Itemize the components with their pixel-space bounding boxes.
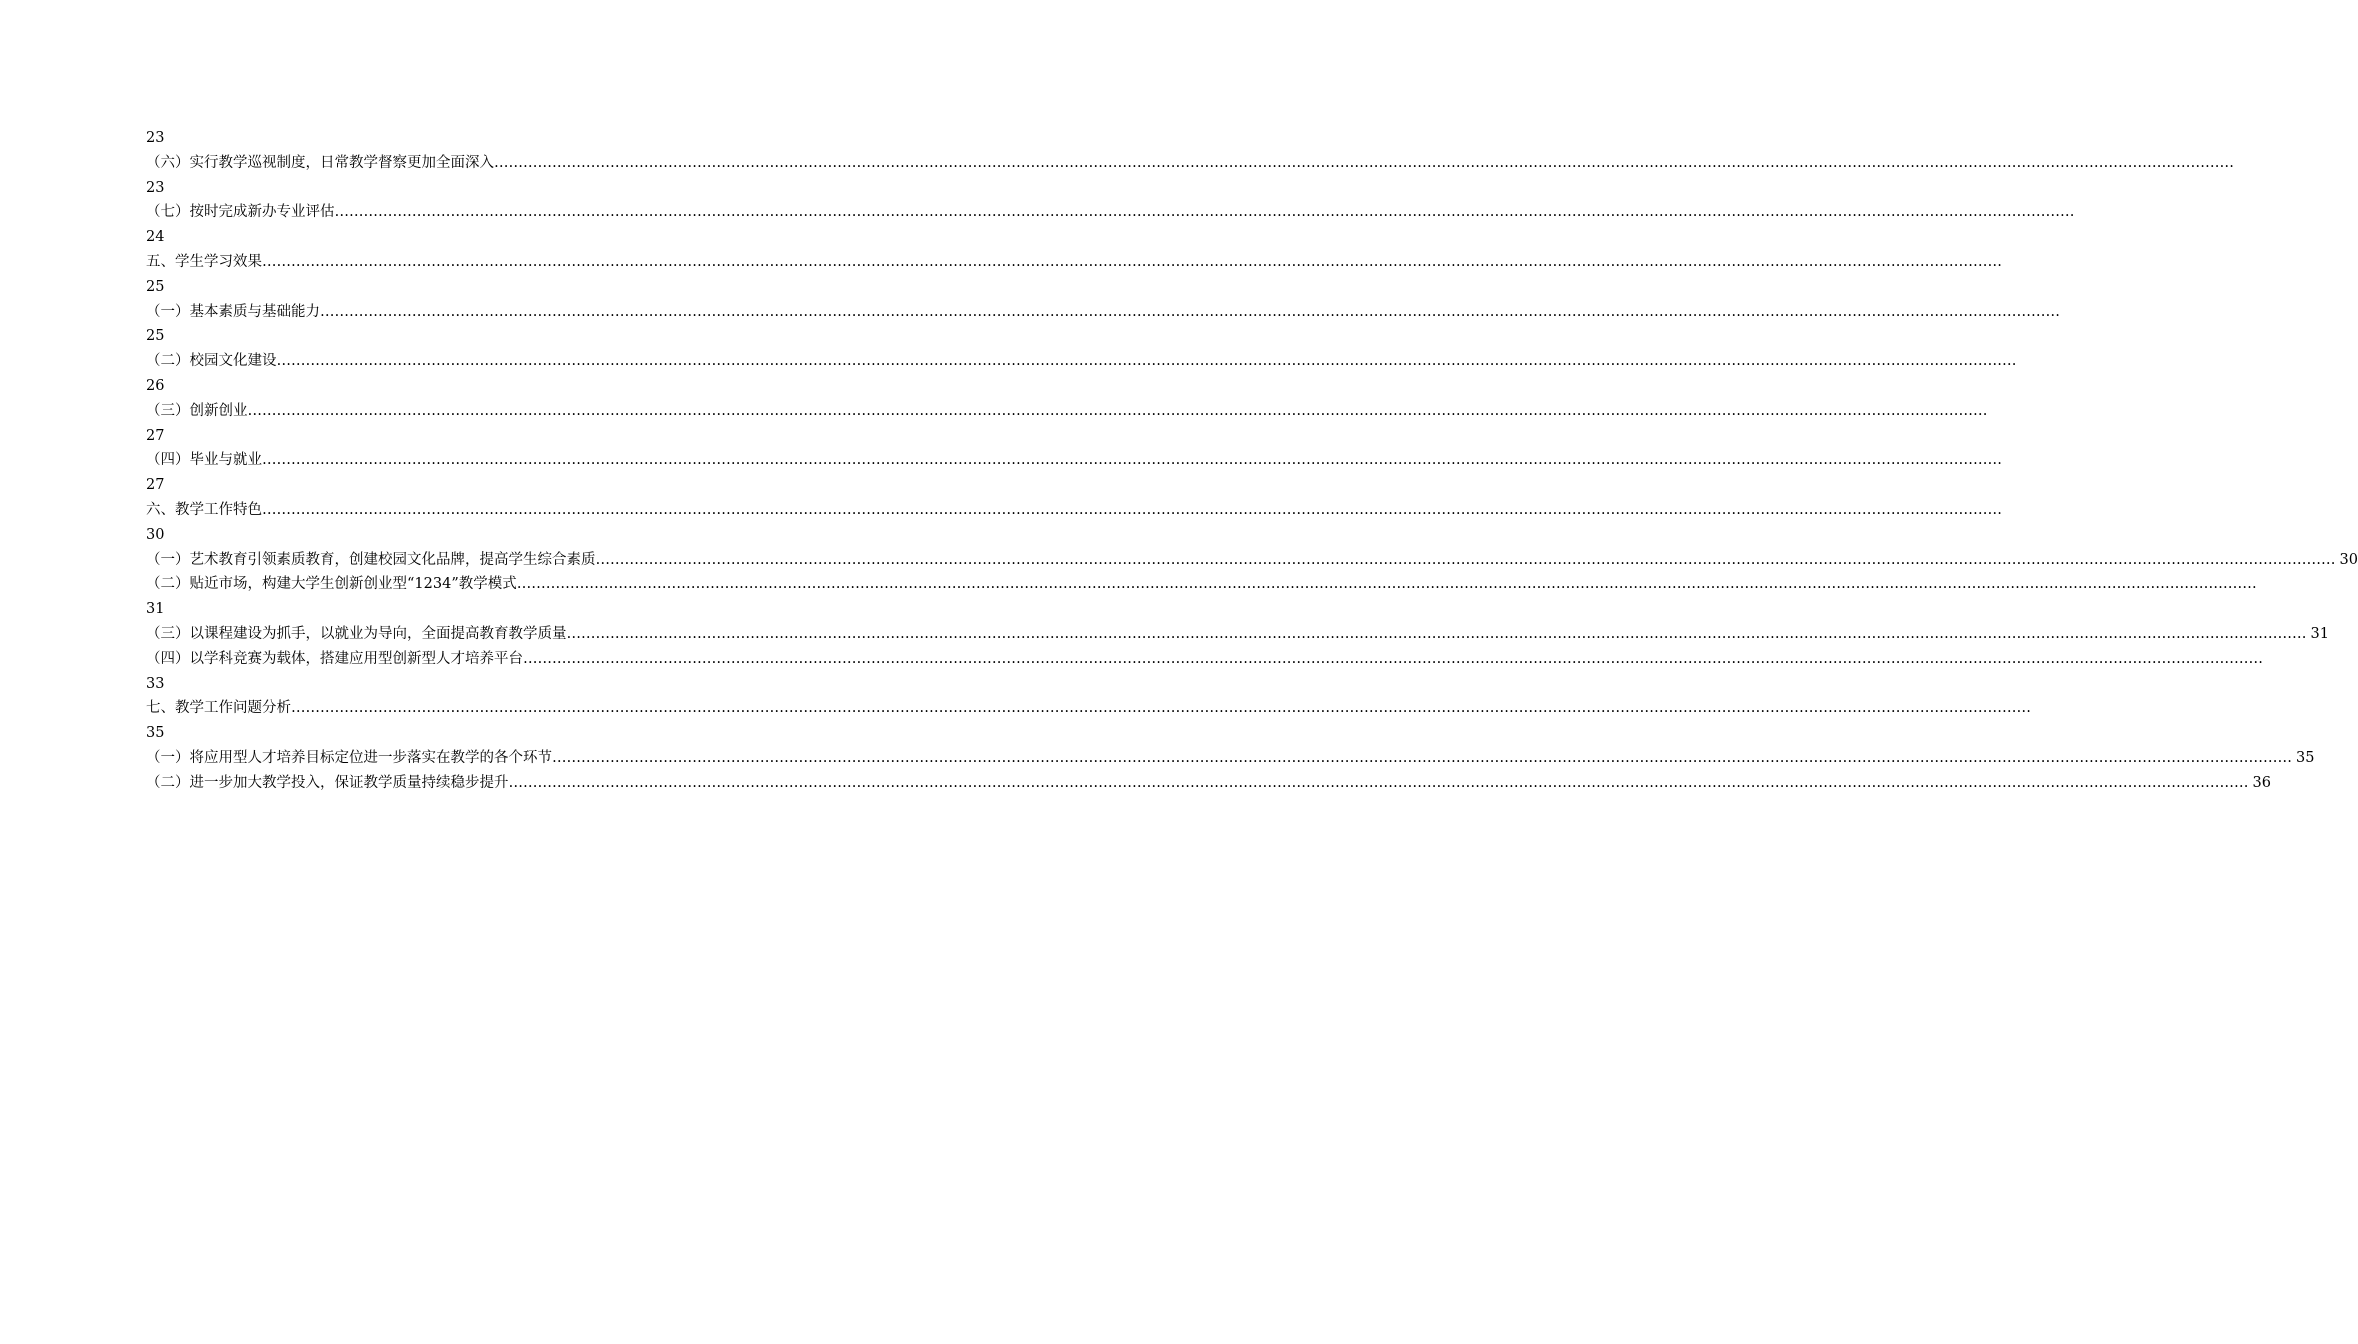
toc-page-number: 25 [146, 328, 165, 345]
toc-page-number: 27 [146, 427, 165, 444]
toc-entry-title: （七）按时完成新办专业评估 [146, 204, 335, 221]
table-of-contents [146, 126, 2358, 796]
toc-entry[interactable] [146, 250, 2002, 275]
toc-leader-dots: ……………………………………………………………………………………………………………………………………………………………………………………………………………………………………………………………………………………………………………………………… [516, 576, 2257, 593]
toc-entry[interactable] [146, 746, 2315, 771]
toc-entry[interactable] [146, 696, 2031, 721]
toc-page-number: 24 [146, 229, 165, 246]
toc-page-number: 31 [146, 601, 165, 618]
toc-leader-dots: ……………………………………………………………………………………………………………………………………………………………………………………………………………………………………………………………………………………………………………………………… [262, 253, 2002, 270]
toc-leader-dots: ……………………………………………………………………………………………………………………………………………………………………………………………………………………………………………………………………………………………………………………………… [262, 501, 2002, 518]
toc-leader-dots: ……………………………………………………………………………………………………………………………………………………………………………………………………………………………………………………………………………………………………………………………… [566, 625, 2307, 642]
toc-entry-title: （三）以课程建设为抓手，以就业为导向，全面提高教育教学质量 [146, 625, 567, 642]
toc-entry[interactable] [146, 349, 2017, 374]
toc-entry-title: （一）艺术教育引领素质教育，创建校园文化品牌，提高学生综合素质 [146, 551, 596, 568]
toc-page-number: 26 [146, 377, 165, 394]
toc-entry-title: 七、教学工作问题分析 [146, 700, 291, 717]
toc-leader-dots: ……………………………………………………………………………………………………………………………………………………………………………………………………………………………………………………………………………………………………………………………… [552, 749, 2292, 766]
toc-leader-dots: ……………………………………………………………………………………………………………………………………………………………………………………………………………………………………………………………………………………………………………………………… [320, 303, 2060, 320]
toc-leader-dots: ……………………………………………………………………………………………………………………………………………………………………………………………………………………………………………………………………………………………………………………………… [595, 551, 2336, 568]
toc-entry[interactable] [146, 399, 1988, 424]
toc-entry[interactable] [146, 448, 2002, 473]
toc-entry-title: （四）毕业与就业 [146, 452, 262, 469]
toc-entry-title: （二）校园文化建设 [146, 353, 277, 370]
toc-entry-title: （二）进一步加大教学投入，保证教学质量持续稳步提升 [146, 774, 509, 791]
toc-leader-dots: ……………………………………………………………………………………………………………………………………………………………………………………………………………………………………………………………………………………………………………………………… [291, 700, 2031, 717]
toc-leader-dots: ……………………………………………………………………………………………………………………………………………………………………………………………………………………………………………………………………………………………………………………………… [262, 452, 2002, 469]
toc-entry-title: （四）以学科竞赛为载体，搭建应用型创新型人才培养平台 [146, 650, 523, 667]
toc-page-number: 23 [146, 179, 165, 196]
toc-entry-title: 六、教学工作特色 [146, 501, 262, 518]
toc-entry-title: （一）基本素质与基础能力 [146, 303, 320, 320]
toc-leader-dots: ……………………………………………………………………………………………………………………………………………………………………………………………………………………………………………………………………………………………………………………………… [494, 154, 2234, 171]
toc-entry-title: （二）贴近市场，构建大学生创新创业型“1234”教学模式 [146, 576, 517, 593]
toc-page-number: 30 [146, 526, 165, 543]
toc-entry[interactable] [146, 572, 2257, 597]
toc-leader-dots: ……………………………………………………………………………………………………………………………………………………………………………………………………………………………………………………………………………………………………………………………… [276, 353, 2017, 370]
toc-page-number: 27 [146, 477, 165, 494]
toc-page-number: 25 [146, 278, 165, 295]
toc-entry[interactable] [146, 771, 2271, 796]
toc-entry[interactable] [146, 300, 2060, 325]
toc-entry-title: （一）将应用型人才培养目标定位进一步落实在教学的各个环节 [146, 749, 552, 766]
toc-entry[interactable] [146, 647, 2263, 672]
toc-entry-page: 31 [2310, 625, 2329, 642]
toc-page-number: 23 [146, 130, 165, 146]
toc-entry-page: 36 [2252, 774, 2271, 791]
toc-entry[interactable] [146, 151, 2234, 176]
toc-leader-dots: ……………………………………………………………………………………………………………………………………………………………………………………………………………………………………………………………………………………………………………………………… [247, 402, 1988, 419]
toc-leader-dots: ……………………………………………………………………………………………………………………………………………………………………………………………………………………………………………………………………………………………………………………………… [508, 774, 2249, 791]
toc-leader-dots: ……………………………………………………………………………………………………………………………………………………………………………………………………………………………………………………………………………………………………………………………… [334, 204, 2075, 221]
toc-entry[interactable] [146, 200, 2075, 225]
toc-entry-title: （六）实行教学巡视制度，日常教学督察更加全面深入 [146, 154, 494, 171]
toc-page-number: 33 [146, 675, 165, 692]
toc-entry[interactable] [146, 622, 2329, 647]
toc-entry-title: 五、学生学习效果 [146, 253, 262, 270]
toc-leader-dots: ……………………………………………………………………………………………………………………………………………………………………………………………………………………………………………………………………………………………………………………………… [523, 650, 2263, 667]
toc-entry-title: （三）创新创业 [146, 402, 248, 419]
toc-entry-page: 30 [2339, 551, 2358, 568]
toc-entry[interactable] [146, 498, 2002, 523]
toc-entry[interactable] [146, 548, 2358, 573]
toc-entry-page: 35 [2296, 749, 2315, 766]
toc-page-number: 35 [146, 725, 165, 742]
